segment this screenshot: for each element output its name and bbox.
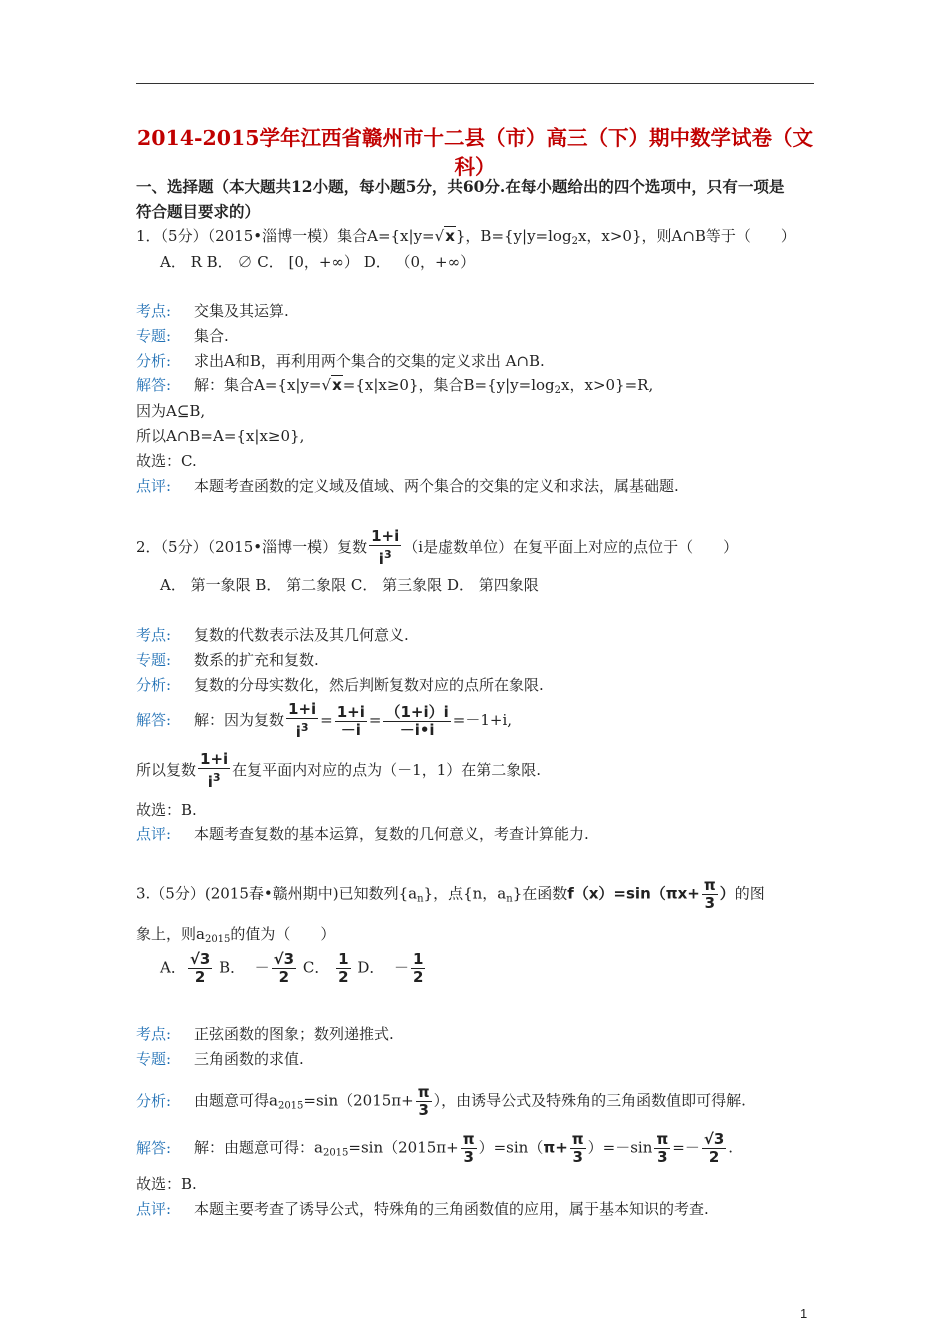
section-heading-line2: 符合题目要求的） — [136, 202, 261, 221]
q1-fenxi: 分析: 求出A和B，再利用两个集合的交集的定义求出 A∩B. — [136, 352, 545, 370]
q1-stem: 1．（5分）（2015•淄博一模）集合A={x|y=√x}，$B=\{y|y=\log_2x$，x>0}，则A∩B等于（ ） — [136, 227, 796, 247]
q2-stem: 2．（5分）（2015•淄博一模）复数 $\frac{1+i}{i^3}$ （i是虚数单位）在复平面上对应的点位于（ ） — [136, 527, 739, 568]
q2-fenxi: 分析: 复数的分母实数化，然后判断复数对应的点所在象限. — [136, 676, 544, 694]
q2-options: A． 第一象限 B． 第二象限 C． 第三象限 D． 第四象限 — [160, 576, 539, 594]
q2-jieda: 解答: 解：因为复数 $\frac{1+i}{i^3}$ = $\frac{1+i}{-i}$ = $\frac{(1+i)i}{-i•i}$ =－1+i, — [136, 700, 513, 741]
q1-jieda: 解答: 解：集合A={x|y=√x={x|x≥0}，集合$B=\{y|y=\log_2x$，x>0}=R, — [136, 376, 654, 396]
q3-dianping: 点评: 本题主要考查了诱导公式，特殊角的三角函数值的应用，属于基本知识的考查. — [136, 1200, 709, 1218]
q2-zhuanti: 专题: 数系的扩充和复数. — [136, 651, 319, 669]
q3-fenxi: 分析: 由题意可得$a_{2015}=\sin(2015\pi+$ $\frac{\pi}{3}$ ），由诱导公式及特殊角的三角函数值即可得解. — [136, 1083, 746, 1119]
q1-dianping: 点评: 本题考查函数的定义域及值域、两个集合的交集的定义和求法，属基础题. — [136, 477, 679, 495]
fraction: $\frac{1+i}{i^3}$ — [371, 527, 400, 568]
q3-stem: 3.（5分）(2015春•赣州期中)已知数列$\{a_n\}$，点{n，$a_n$}在函数f（x）=sin（πx+ $\frac{\pi}{3}$ ）的图 — [136, 876, 765, 912]
q3-kaodian: 考点: 正弦函数的图象；数列递推式. — [136, 1025, 394, 1043]
q1-kaodian: 考点: 交集及其运算. — [136, 302, 289, 320]
page-title: 2014-2015学年江西省赣州市十二县（市）高三（下）期中数学试卷（文科） — [136, 126, 814, 179]
q2-jieda-line3: 故选：B. — [136, 801, 197, 819]
q1-jieda-line4: 故选：C. — [136, 452, 197, 470]
q3-jieda: 解答: 解：由题意可得：$a_{2015}=\sin(2015\pi+$ $\frac{\pi}{3}$ ）=sin（π+ $\frac{\pi}{3}$ ）=－sin $\frac{\pi}{3}$ =－ $\frac{√3}{2}$ . — [136, 1130, 734, 1166]
q1-jieda-line2: 因为A⊆B, — [136, 402, 206, 420]
q2-kaodian: 考点: 复数的代数表示法及其几何意义. — [136, 626, 409, 644]
q2-jieda-line2: 所以复数 $\frac{1+i}{i^3}$ 在复平面内对应的点为（－1，1）在第二象限. — [136, 750, 542, 791]
section-heading-line1: 一、选择题（本大题共12小题，每小题5分，共60分.在每小题给出的四个选项中，只有一项是 — [136, 177, 785, 196]
q3-zhuanti: 专题: 三角函数的求值. — [136, 1050, 304, 1068]
q2-dianping: 点评: 本题考查复数的基本运算，复数的几何意义，考查计算能力. — [136, 825, 589, 843]
q3-stem-line2: 象上，则$a_{2015}$的值为（ ） — [136, 925, 336, 945]
q1-jieda-line3: 所以A∩B=A={x|x≥0}, — [136, 427, 305, 445]
header-rule — [136, 83, 814, 84]
sqrt-symbol: √x — [434, 227, 455, 245]
q1-zhuanti: 专题: 集合. — [136, 327, 229, 345]
q1-options: A． R B． ∅ C． [0，+∞） D． （0，+∞） — [160, 253, 476, 271]
page-number: 1 — [800, 1306, 808, 1321]
q3-options: A． $\frac{√3}{2}$ B． － $\frac{√3}{2}$ C． $\frac{1}{2}$ D． － $\frac{1}{2}$ — [160, 950, 424, 986]
q3-jieda-line2: 故选：B. — [136, 1175, 197, 1193]
